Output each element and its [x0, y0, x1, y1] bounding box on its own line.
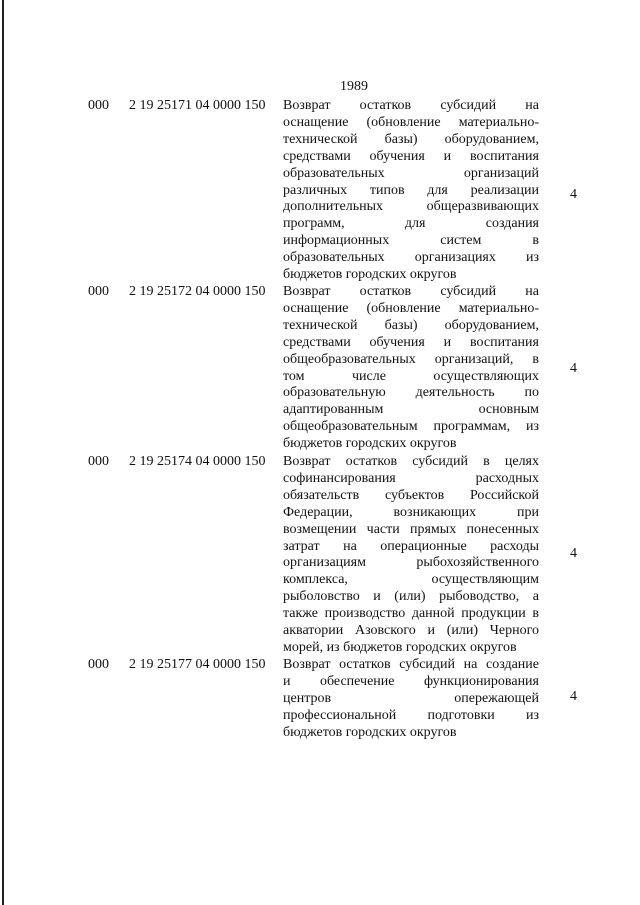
- budget-classification-code: 2 19 25177 04 0000 150: [129, 657, 266, 672]
- row-amount: 4: [570, 546, 577, 561]
- description-line: Возврат остатков субсидий в целях: [283, 454, 539, 469]
- description-line: бюджетов городских округов: [283, 436, 457, 452]
- description-line: Возврат остатков субсидий на: [283, 98, 539, 113]
- description-line: акватории Азовского и (или) Черного: [283, 623, 539, 639]
- description-line: морей, из бюджетов городских округов: [283, 639, 517, 655]
- row-description: [283, 284, 539, 453]
- row-description: [283, 98, 539, 284]
- page-number: 1989: [340, 79, 368, 94]
- budget-classification-code: 2 19 25172 04 0000 150: [129, 284, 266, 299]
- page-left-border: [2, 0, 4, 905]
- description-line: средствами обучения и воспитания: [283, 334, 539, 350]
- description-line: дополнительных общеразвивающих: [283, 199, 539, 215]
- admin-code: 000: [88, 98, 109, 113]
- description-line: Возврат остатков субсидий на создание: [283, 657, 539, 672]
- description-line: Федерации, возникающих при: [283, 504, 539, 520]
- description-line: организациям рыбохозяйственного: [283, 555, 539, 571]
- description-line: информационных систем в: [283, 233, 539, 249]
- description-line: Возврат остатков субсидий на: [283, 284, 539, 299]
- description-line: обязательств субъектов Российской: [283, 487, 539, 503]
- description-line: и обеспечение функционирования: [283, 673, 539, 689]
- description-line: образовательных организаций: [283, 165, 539, 181]
- description-line: образовательную деятельность по: [283, 385, 539, 401]
- budget-classification-code: 2 19 25174 04 0000 150: [129, 454, 266, 469]
- row-amount: 4: [570, 361, 577, 376]
- row-description: [283, 454, 539, 657]
- description-line: бюджетов городских округов: [283, 267, 457, 283]
- description-line: возмещении части прямых понесенных: [283, 521, 539, 537]
- admin-code: 000: [88, 284, 109, 299]
- description-line: программ, для создания: [283, 216, 539, 232]
- description-line: центров опережающей: [283, 690, 539, 706]
- description-line: общеобразовательных организаций, в: [283, 351, 539, 367]
- description-line: затрат на операционные расходы: [283, 538, 539, 554]
- description-line: также производство данной продукции в: [283, 606, 539, 622]
- admin-code: 000: [88, 657, 109, 672]
- description-line: оснащение (обновление материально-: [283, 114, 539, 130]
- description-line: рыболовство и (или) рыбоводство, а: [283, 589, 539, 605]
- description-line: технической базы) оборудованием,: [283, 317, 539, 333]
- budget-classification-code: 2 19 25171 04 0000 150: [129, 98, 266, 113]
- description-line: образовательных организациях из: [283, 250, 539, 266]
- description-line: бюджетов городских округов: [283, 724, 457, 740]
- row-description: [283, 657, 539, 742]
- row-amount: 4: [570, 689, 577, 704]
- description-line: общеобразовательным программам, из: [283, 419, 539, 435]
- description-line: том числе осуществляющих: [283, 368, 539, 384]
- description-line: средствами обучения и воспитания: [283, 148, 539, 164]
- description-line: адаптированным основным: [283, 402, 539, 418]
- description-line: софинансирования расходных: [283, 470, 539, 486]
- description-line: комплекса, осуществляющим: [283, 572, 539, 588]
- description-line: различных типов для реализации: [283, 182, 539, 198]
- description-line: технической базы) оборудованием,: [283, 131, 539, 147]
- admin-code: 000: [88, 454, 109, 469]
- description-line: профессиональной подготовки из: [283, 707, 539, 723]
- row-amount: 4: [570, 187, 577, 202]
- description-line: оснащение (обновление материально-: [283, 300, 539, 316]
